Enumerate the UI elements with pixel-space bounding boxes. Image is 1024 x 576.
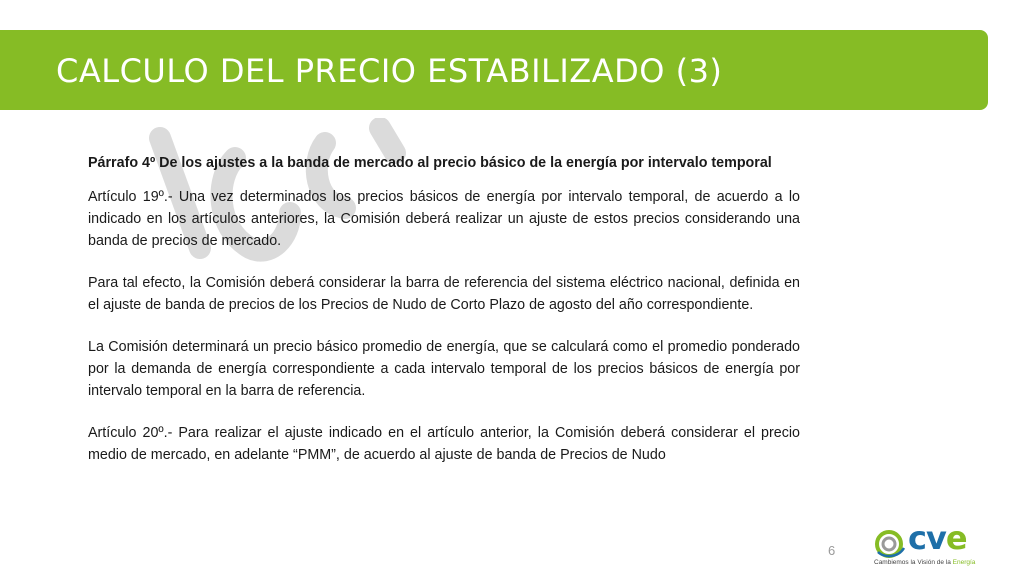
cve-logo [872,519,992,572]
paragraph-article-19: Artículo 19º.- Una vez determinados los precios básicos de energía por intervalo temporal, de acuerdo a lo indicado en los artículos anteriores, la Comisión deberá realizar un ajuste de estos precios considerando una banda de precios de mercado. [88,189,800,249]
document-excerpt [88,152,800,486]
section-heading: Párrafo 4º De los ajustes a la banda de mercado al precio básico de la energía por intervalo temporal [88,155,772,171]
paragraph-average-price: La Comisión determinará un precio básico promedio de energía, que se calculará como el promedio ponderado por la demanda de energía correspondiente a cada intervalo temporal de los precios básicos de energía por intervalo temporal en la barra de referencia. [88,339,800,399]
paragraph-article-20: Artículo 20º.- Para realizar el ajuste indicado en el artículo anterior, la Comisión deberá considerar el precio medio de mercado, en adelante “PMM”, de acuerdo al ajuste de banda de Precios de Nudo [88,425,800,463]
slide-title: CALCULO DEL PRECIO ESTABILIZADO (3) [56,52,723,90]
logo-swirl-icon [872,528,908,558]
paragraph-reference-bar: Para tal efecto, la Comisión deberá considerar la barra de referencia del sistema eléctrico nacional, definida en el ajuste de banda de precios de los Precios de Nudo de Corto Plazo de agosto del año correspondiente. [88,275,800,313]
logo-tagline: Cambiemos la Visión de la Energía [874,559,976,566]
page-number: 6 [828,543,836,558]
logo-wordmark: cve [908,519,967,557]
